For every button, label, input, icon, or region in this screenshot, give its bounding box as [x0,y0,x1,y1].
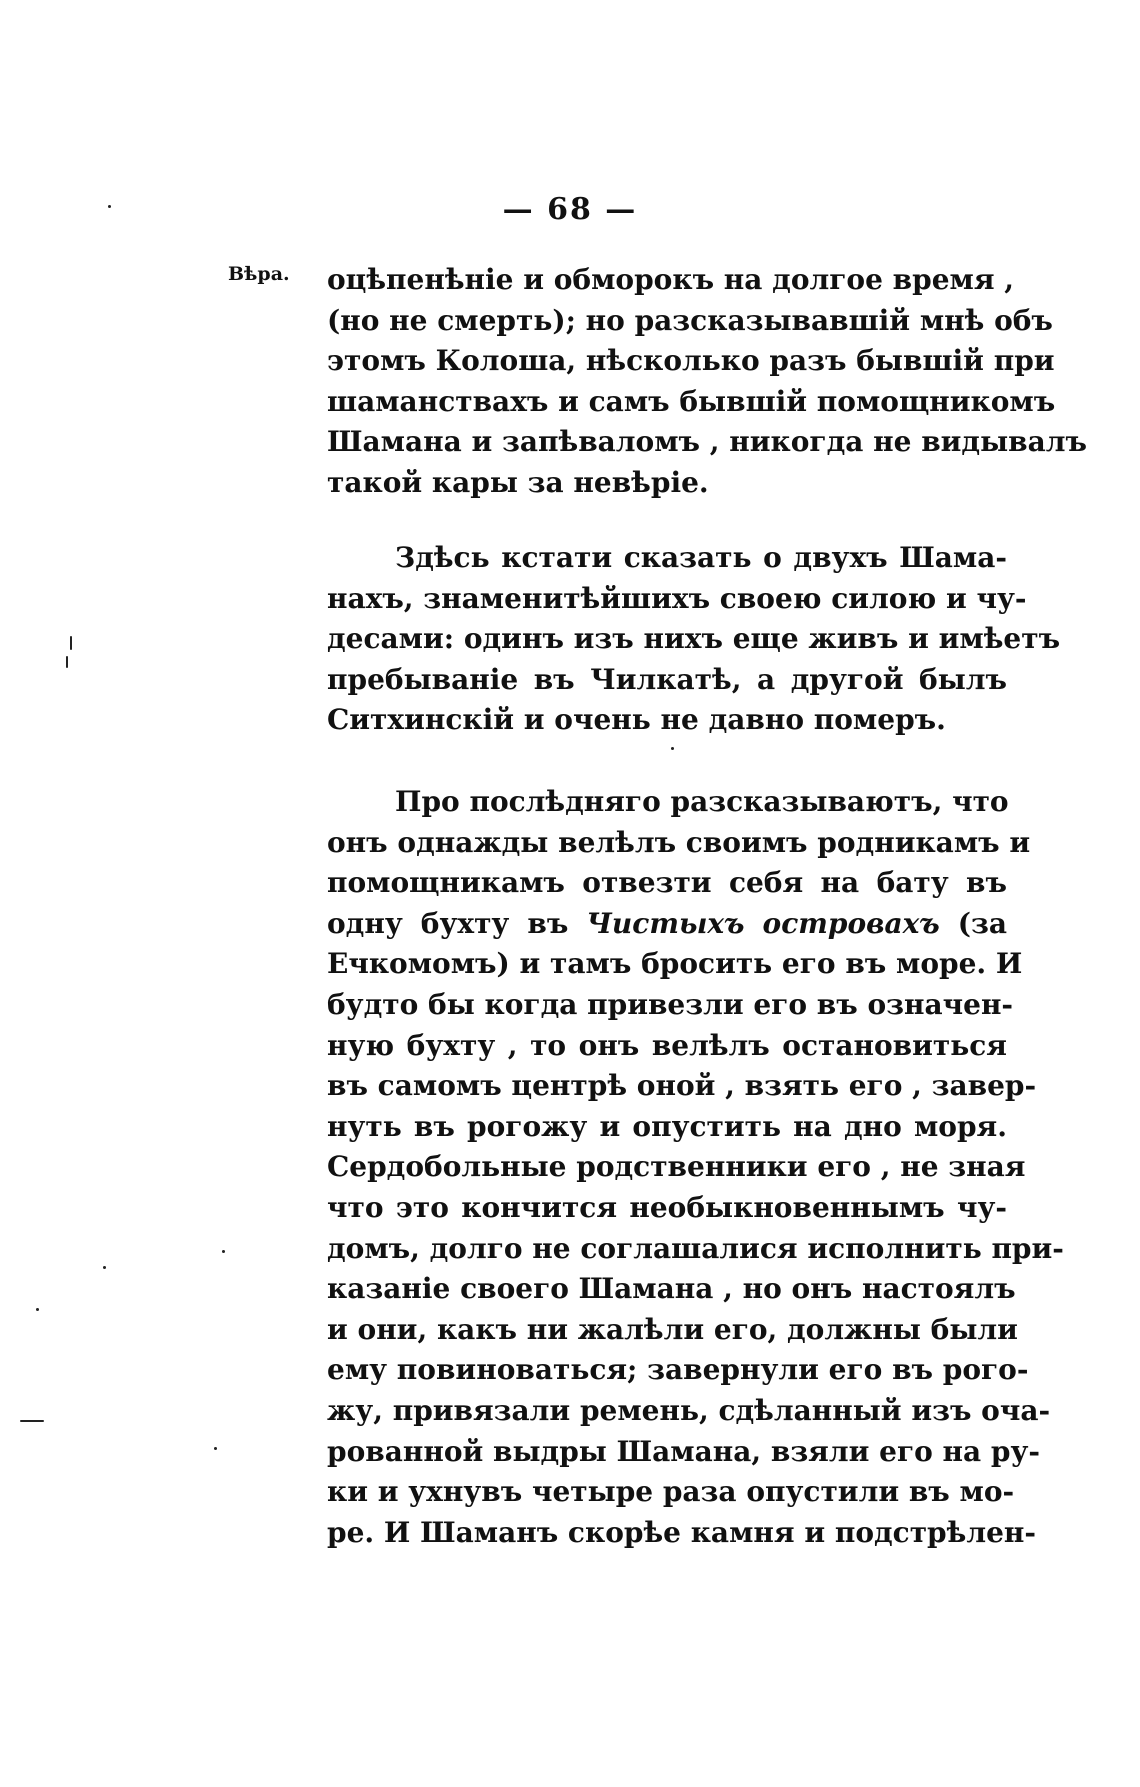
text-fragment: одну бухту въ [327,906,587,940]
text-line: Шамана и запѣваломъ , никогда не видывалъ [327,425,1087,459]
text-line: помощникамъ отвезти себя на бату въ [327,866,1007,900]
scan-speck [103,1266,106,1269]
text-line: Про послѣдняго разсказываютъ, что [395,785,1009,818]
text-line: Ечкомомъ) и тамъ бросить его въ море. И [327,947,1023,981]
text-line: онъ однажды велѣлъ своимъ родникамъ и [327,825,1031,859]
page-number: — 68 — [502,192,638,227]
text-line: домъ, долго не соглашалися исполнить при- [327,1231,1064,1265]
text-line: что это кончится необыкновеннымъ чу- [327,1190,1007,1224]
italic-place-name: Чистыхъ островахъ [586,906,940,940]
text-line: и они, какъ ни жалѣли его, должны были [327,1312,1018,1346]
text-line: въ самомъ центрѣ оной , взять его , завер- [327,1069,1037,1103]
scan-speck [70,636,72,650]
text-line: пребываніе въ Чилкатѣ, а другой былъ [327,662,1007,696]
scan-speck [222,1250,225,1253]
text-line: Здѣсь кстати сказать о двухъ Шама- [395,541,1007,574]
scan-speck [671,747,674,750]
text-line: казаніе своего Шамана , но онъ настоялъ [327,1272,1016,1306]
text-line: оцѣпенѣніе и обморокъ на долгое время , [327,263,1015,296]
text-line: этомъ Колоша, нѣсколько разъ бывшій при [327,344,1055,378]
text-line: рованной выдры Шамана, взяли его на ру- [327,1434,1041,1468]
scan-speck [36,1308,39,1311]
text-line: будто бы когда привезли его въ означен- [327,987,1014,1021]
text-line: ре. И Шаманъ скорѣе камня и подстрѣлен- [327,1515,1036,1549]
text-line-with-italic [327,904,1007,945]
text-line: шаманствахъ и самъ бывшій помощникомъ [327,384,1056,418]
text-line: ную бухту , то онъ велѣлъ остановиться [327,1028,1007,1062]
text-line: ки и ухнувъ четыре раза опустили въ мо- [327,1475,1015,1509]
text-line: нахъ, знаменитѣйшихъ своею силою и чу- [327,581,1027,615]
margin-note: Вѣра. [228,263,290,285]
paragraph-1 [327,260,1087,504]
paragraph-3 [327,782,1064,1553]
text-line: такой кары за невѣріе. [327,465,709,499]
text-line: Ситхинскій и очень не давно померъ. [327,703,946,737]
scan-speck [214,1447,217,1450]
scan-speck [20,1420,44,1422]
scan-speck [108,205,111,208]
text-fragment: (за [939,906,1007,940]
text-line: десами: одинъ изъ нихъ еще живъ и имѣетъ [327,622,1061,656]
text-line: Сердобольные родственники его , не зная [327,1150,1026,1184]
scan-speck [66,656,68,668]
text-line: нуть въ рогожу и опустить на дно моря. [327,1109,1007,1143]
text-line: (но не смерть); но разсказывавшій мнѣ объ [327,303,1053,337]
paragraph-2 [327,538,1061,741]
text-line: ему повиноваться; завернули его въ рого- [327,1353,1029,1387]
text-line: жу, привязали ремень, сдѣланный изъ оча- [327,1393,1051,1427]
